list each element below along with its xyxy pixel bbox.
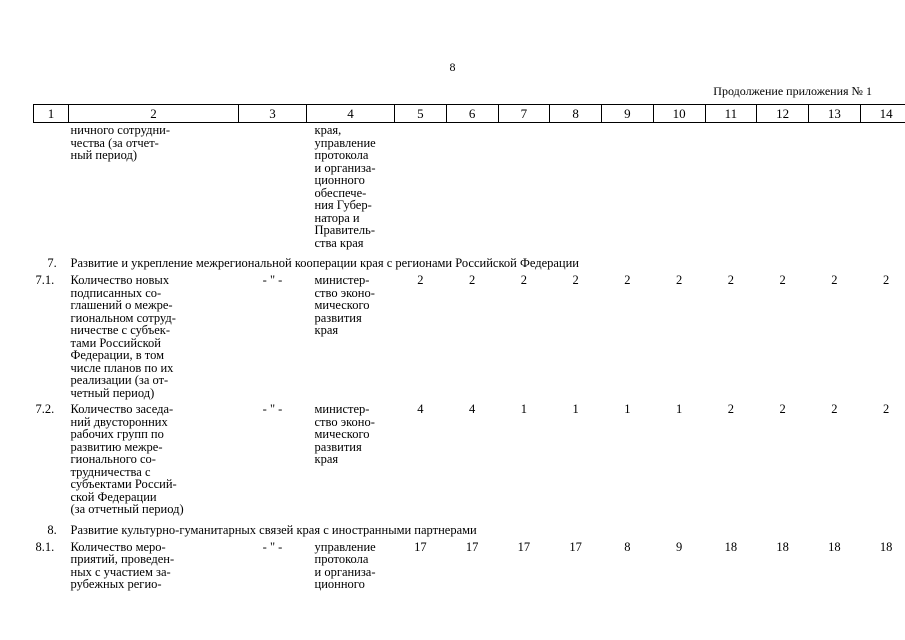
value-cell: 18: [776, 539, 789, 554]
section-title: Развитие культурно-гуманитарных связей края с иностранными партнерами: [70, 522, 477, 537]
responsible-executor: края, управление протокола и организа- ционного обеспече- ния Губер- натора и Правитель- ства края: [314, 123, 376, 250]
value-cell: [705, 123, 757, 253]
responsible-executor: министер- ство эконо- мического развития края: [314, 402, 375, 466]
column-header: 3: [239, 105, 307, 123]
column-header: 13: [809, 105, 861, 123]
value-cell: 2: [469, 273, 476, 287]
continuation-label: Продолжение приложения № 1: [713, 84, 872, 98]
value-cell: 18: [828, 539, 841, 554]
column-header: 8: [550, 105, 602, 123]
indicators-table: [33, 104, 905, 594]
value-cell: 1: [676, 402, 683, 416]
column-header: 12: [757, 105, 809, 123]
table-row: [34, 402, 905, 519]
value-cell: 8: [624, 539, 631, 554]
value-cell: 17: [414, 539, 427, 554]
section-number: 7.: [47, 256, 57, 270]
table-row: [34, 540, 905, 594]
row-number: 7.1.: [35, 273, 55, 287]
value-cell: [809, 123, 861, 253]
column-header: 10: [653, 105, 705, 123]
section-number: 8.: [47, 522, 57, 537]
unit-of-measure: - " -: [262, 539, 283, 554]
value-cell: [653, 123, 705, 253]
value-cell: 17: [465, 539, 479, 554]
indicator-name: Количество новых подписанных со- глашений о межре- гиональном сотруд- ничестве с субъек- тами Российской Федерации, в том числе планов по их реализации (за от- четный период): [70, 273, 176, 400]
value-cell: 18: [879, 539, 893, 554]
row-number: 7.2.: [35, 402, 55, 416]
column-header: 4: [307, 105, 395, 123]
responsible-executor: управление протокола и организа- ционного: [314, 539, 376, 591]
value-cell: [550, 123, 602, 253]
indicator-name: Количество меро- приятий, проведен- ных с участием за- рубежных регио-: [70, 539, 175, 591]
page-number: 8: [449, 60, 456, 74]
value-cell: [860, 123, 905, 253]
row-number: [34, 123, 69, 253]
value-cell: 2: [779, 273, 786, 287]
value-cell: 1: [572, 402, 579, 416]
unit-of-measure: - " -: [262, 273, 283, 287]
value-cell: 2: [572, 273, 579, 287]
section-row: [34, 252, 905, 273]
column-header: 5: [395, 105, 447, 123]
value-cell: 2: [831, 273, 838, 287]
value-cell: 4: [417, 402, 424, 416]
section-row: [34, 519, 905, 540]
unit-of-measure: [239, 123, 307, 253]
value-cell: 2: [676, 273, 683, 287]
section-title: Развитие и укрепление межрегиональной кооперации края с регионами Российской Федерации: [70, 256, 579, 270]
column-header: 6: [446, 105, 498, 123]
column-header: 9: [602, 105, 654, 123]
value-cell: 4: [469, 402, 476, 416]
value-cell: 2: [624, 273, 631, 287]
row-number: 8.1.: [35, 539, 55, 554]
value-cell: 2: [831, 402, 838, 416]
value-cell: 2: [883, 273, 890, 287]
table-row: [34, 273, 905, 402]
value-cell: 2: [520, 273, 527, 287]
indicator-name: Количество заседа- ний двусторонних рабочих групп по развитию межре- гионального со- трудничества с субъектами Россий- ской Федерации (за отчетный период): [70, 402, 184, 516]
table-row: [34, 123, 905, 253]
value-cell: [446, 123, 498, 253]
unit-of-measure: - " -: [262, 402, 283, 416]
value-cell: 1: [520, 402, 527, 416]
responsible-executor: министер- ство эконо- мического развития края: [314, 273, 375, 337]
column-header: 14: [860, 105, 905, 123]
value-cell: 9: [676, 539, 683, 554]
value-cell: 2: [727, 273, 734, 287]
value-cell: [395, 123, 447, 253]
column-header: 2: [69, 105, 239, 123]
value-cell: 2: [883, 402, 890, 416]
value-cell: 18: [724, 539, 738, 554]
value-cell: [602, 123, 654, 253]
column-number-header: [34, 105, 905, 123]
value-cell: 2: [779, 402, 786, 416]
value-cell: 17: [569, 539, 582, 554]
value-cell: 1: [624, 402, 631, 416]
column-header: 7: [498, 105, 550, 123]
indicator-name: ничного сотрудни- чества (за отчет- ный период): [70, 123, 170, 162]
value-cell: [757, 123, 809, 253]
column-header: 1: [34, 105, 69, 123]
value-cell: 17: [517, 539, 531, 554]
value-cell: 2: [727, 402, 734, 416]
value-cell: [498, 123, 550, 253]
column-header: 11: [705, 105, 757, 123]
value-cell: 2: [417, 273, 424, 287]
